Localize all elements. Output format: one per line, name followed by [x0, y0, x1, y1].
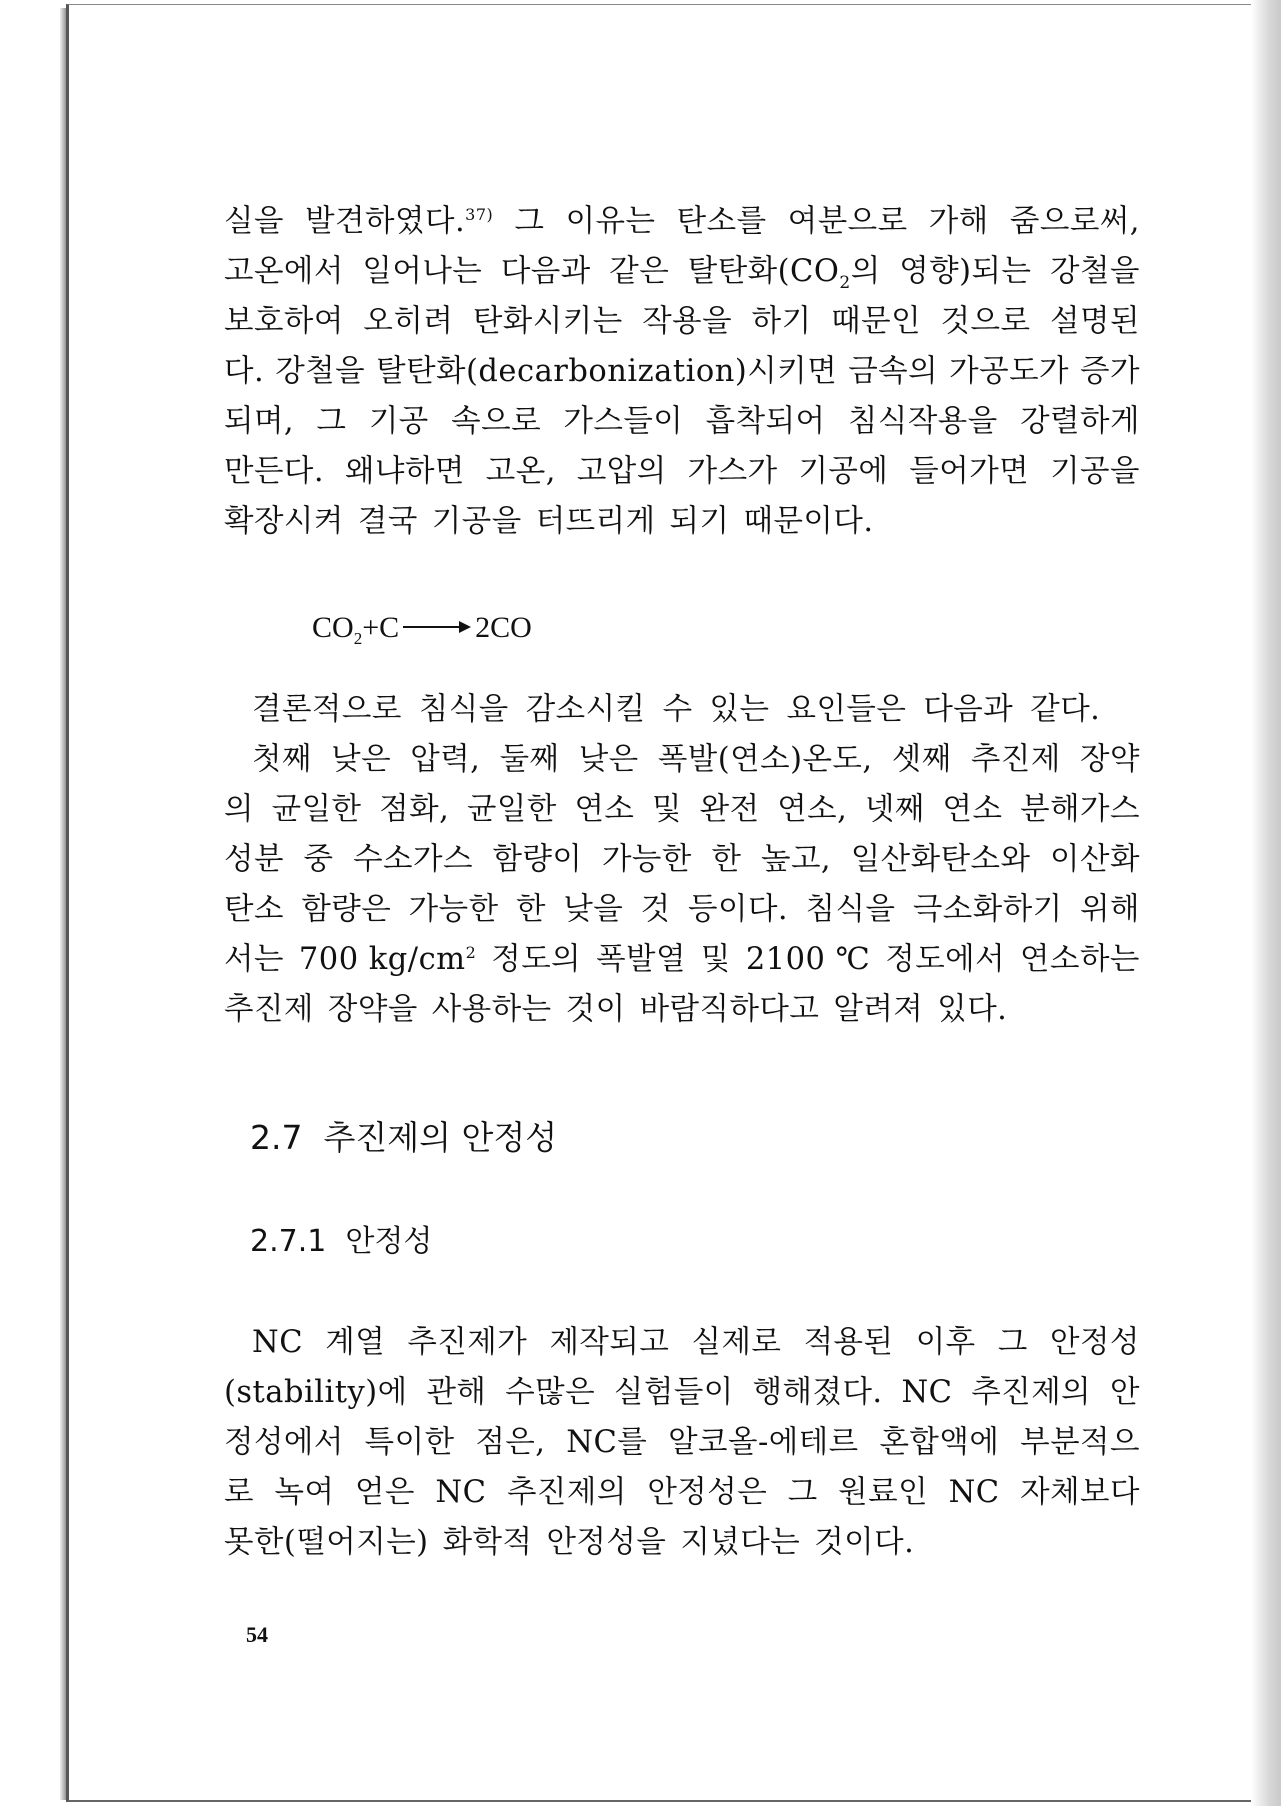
word: 지녔다는 — [680, 1525, 801, 1560]
word: NC — [948, 1475, 1000, 1510]
word: 발견하였다.$^{37)}$ — [305, 204, 494, 239]
paragraph-erosion-cause — [224, 197, 1140, 547]
word: 보호하여 — [224, 304, 344, 339]
word: NC — [435, 1475, 487, 1510]
word: 금속의 — [848, 354, 939, 389]
word: 균일한 — [466, 792, 557, 827]
word: 되며, — [224, 404, 295, 439]
word: 요인들은 — [786, 692, 907, 727]
word: 추진제의 — [971, 1375, 1092, 1410]
word: 둘째 — [499, 742, 560, 777]
word: NC를 — [566, 1425, 648, 1460]
word: 실제로 — [691, 1325, 782, 1360]
word: 얻은 — [354, 1475, 415, 1510]
word: 추진제의 — [506, 1475, 627, 1510]
word: 정도의 — [491, 942, 582, 977]
word: 장약을 — [327, 992, 418, 1027]
word: 자체보다 — [1020, 1475, 1140, 1510]
word: 한 — [711, 842, 742, 877]
word: 계열 — [325, 1325, 386, 1360]
word: 가스가 — [687, 454, 778, 489]
word: 때문이다. — [743, 504, 874, 539]
word: 것이다. — [814, 1525, 915, 1560]
word: 그 — [316, 404, 347, 439]
word: 때문인 — [831, 304, 922, 339]
word: 설명된 — [1050, 304, 1140, 339]
word: 있다. — [937, 992, 1008, 1027]
word: 침식작용을 — [847, 404, 998, 439]
word: 제작되고 — [549, 1325, 670, 1360]
word: 그 — [514, 204, 545, 239]
word: 바람직하다고 — [639, 992, 820, 1027]
text-line — [224, 347, 1140, 397]
equation-products: 2CO — [475, 611, 532, 644]
page-number: 54 — [246, 1622, 268, 1647]
text-line — [224, 885, 1140, 935]
word: 관해 — [426, 1375, 487, 1410]
word: 특이한 — [364, 1425, 455, 1460]
word: 한 — [515, 892, 546, 927]
text-line — [224, 985, 1140, 1035]
word: 침식을 — [805, 892, 896, 927]
word: 침식을 — [418, 692, 509, 727]
word: 원료인 — [838, 1475, 929, 1510]
word: 왜냐하면 — [345, 454, 465, 489]
word: 낮은 — [331, 742, 392, 777]
word: 낮은 — [578, 742, 639, 777]
text-line — [224, 497, 1140, 547]
text-line — [224, 735, 1140, 785]
word: 2100 ℃ — [745, 942, 871, 977]
word: 서는 — [224, 942, 284, 977]
word: 중 — [303, 842, 334, 877]
word: 분해가스 — [1020, 792, 1140, 827]
word: 기공을 — [1050, 454, 1140, 489]
word: 안정성을 — [546, 1525, 667, 1560]
word: 이후 — [915, 1325, 976, 1360]
text-line — [224, 935, 1140, 985]
word: 수많은 — [505, 1375, 596, 1410]
word: 의 — [224, 792, 254, 827]
word: 혼합액에 — [879, 1425, 1000, 1460]
text-line — [224, 1468, 1140, 1518]
word: 함량은 — [301, 892, 392, 927]
word: 함량이 — [492, 842, 583, 877]
word: 수 — [662, 692, 693, 727]
word: 탄화시키는 — [472, 304, 623, 339]
subsection-heading: 2.7.1 안정성 — [250, 1224, 433, 1259]
text-line — [224, 1368, 1140, 1418]
word: 작용을 — [642, 304, 733, 339]
word: 있는 — [709, 692, 770, 727]
word: 같은 — [609, 254, 670, 289]
word: (stability)에 — [224, 1375, 408, 1410]
word: 부분적으 — [1020, 1425, 1140, 1460]
word: 강철을 — [1050, 254, 1140, 289]
word: 사용하는 — [431, 992, 552, 1027]
word: 하기 — [751, 304, 812, 339]
word: 실험들이 — [613, 1375, 734, 1410]
word: 들어가면 — [909, 454, 1030, 489]
word: NC — [252, 1325, 304, 1360]
text-line — [224, 397, 1140, 447]
word: 되기 — [669, 504, 730, 539]
word: 고온, — [485, 454, 556, 489]
word: 위해 — [1080, 892, 1140, 927]
word: 기공 — [368, 404, 429, 439]
word: 첫째 — [252, 742, 312, 777]
word: 알코올-에테르 — [668, 1425, 859, 1460]
word: 결론적으로 — [252, 692, 402, 727]
word: 오히려 — [363, 304, 454, 339]
word: 행해졌다. — [752, 1375, 883, 1410]
word: 수소가스 — [353, 842, 473, 877]
word: 및 — [652, 792, 682, 827]
word: 가해 — [928, 204, 989, 239]
page-edge-shadow — [1251, 0, 1281, 1806]
word: 결국 — [357, 504, 418, 539]
word: 등이다. — [688, 892, 789, 927]
word: 추진제 — [224, 992, 314, 1027]
word: 점은, — [475, 1425, 546, 1460]
word: 기공에 — [798, 454, 889, 489]
word: 고압의 — [576, 454, 667, 489]
word: 압력, — [410, 742, 481, 777]
text-line — [224, 1418, 1140, 1468]
word: 이산화 — [1050, 842, 1140, 877]
text-line — [224, 247, 1140, 297]
text-line — [224, 835, 1140, 885]
word: 가스들이 — [563, 404, 684, 439]
word: 기공을 — [431, 504, 522, 539]
word: 같다. — [1030, 692, 1101, 727]
paragraph-erosion-factors — [224, 685, 1140, 1035]
word: 것 — [640, 892, 671, 927]
word: 추진제가 — [407, 1325, 528, 1360]
word: 강렬하게 — [1020, 404, 1140, 439]
word: 높고, — [760, 842, 832, 877]
word: 700 $kg/cm^2$ — [298, 942, 477, 977]
word: 완전 — [699, 792, 760, 827]
word: 속으로 — [451, 404, 542, 439]
word: 극소화하기 — [912, 892, 1063, 927]
word: 감소시킬 — [525, 692, 646, 727]
word: 여분으로 — [787, 204, 908, 239]
word: 것으로 — [940, 304, 1031, 339]
text-line — [224, 197, 1140, 247]
word: 고온에서 — [224, 254, 344, 289]
text-line — [224, 297, 1140, 347]
word: 균일한 — [271, 792, 362, 827]
word: 점화, — [379, 792, 450, 827]
word: 탄소 — [224, 892, 284, 927]
word: 및 — [700, 942, 731, 977]
word: 만든다. — [224, 454, 325, 489]
word: 적용된 — [803, 1325, 894, 1360]
word: 연소 — [942, 792, 1003, 827]
word: 영향)되는 — [899, 254, 1032, 289]
reaction-arrow-icon — [403, 626, 469, 628]
word: 터뜨리게 — [535, 504, 656, 539]
word: 다음과 — [923, 692, 1014, 727]
word: 정도에서 — [885, 942, 1006, 977]
equation-reactants: $CO_2+C$ — [312, 611, 400, 648]
section-heading: 2.7 추진제의 안정성 — [250, 1118, 558, 1157]
word: 추진제 — [970, 742, 1061, 777]
word: 성분 — [224, 842, 284, 877]
word: 탄소를 — [676, 204, 767, 239]
chemical-equation — [312, 603, 532, 653]
text-line — [224, 785, 1140, 835]
word: NC — [901, 1375, 953, 1410]
word: 탈탄화($CO_2$의 — [687, 254, 881, 294]
word: 것이 — [565, 992, 626, 1027]
text-line — [224, 1318, 1140, 1368]
word: 낮을 — [563, 892, 624, 927]
word: 정성에서 — [224, 1425, 344, 1460]
word: 로 — [224, 1475, 254, 1510]
word: 다음과 — [500, 254, 591, 289]
word: 셋째 — [891, 742, 952, 777]
word: 폭발(연소)온도, — [657, 742, 873, 777]
word: 일어나는 — [362, 254, 483, 289]
word: 폭발열 — [596, 942, 686, 977]
word: 안 — [1109, 1375, 1140, 1410]
word: 가능한 — [601, 842, 692, 877]
word: 이유는 — [565, 204, 656, 239]
word: 확장시켜 — [224, 504, 344, 539]
text-line — [224, 685, 1140, 735]
text-line — [224, 447, 1140, 497]
word: 그 — [787, 1475, 818, 1510]
word: 가능한 — [408, 892, 499, 927]
word: 연소하는 — [1020, 942, 1140, 977]
word: 일산화탄소와 — [850, 842, 1031, 877]
word: 가공도가 — [949, 354, 1069, 389]
paragraph-stability — [224, 1318, 1140, 1568]
word: 연소, — [777, 792, 848, 827]
word: 증가 — [1080, 354, 1140, 389]
text-line — [224, 1518, 1140, 1568]
word: 못한(떨어지는) — [224, 1525, 429, 1560]
word: 녹여 — [274, 1475, 335, 1510]
word: 탈탄화(decarbonization)시키면 — [376, 354, 838, 389]
word: 알려져 — [833, 992, 924, 1027]
word: 줌으로써, — [1009, 204, 1140, 239]
word: 그 — [997, 1325, 1028, 1360]
word: 안정성은 — [647, 1475, 768, 1510]
word: 강철을 — [275, 354, 366, 389]
word: 넷째 — [864, 792, 925, 827]
word: 화학적 — [442, 1525, 533, 1560]
word: 안정성 — [1050, 1325, 1140, 1360]
word: 다. — [224, 354, 265, 389]
word: 흡착되어 — [705, 404, 826, 439]
word: 장약 — [1079, 742, 1140, 777]
word: 실을 — [224, 204, 284, 239]
word: 연소 — [574, 792, 635, 827]
